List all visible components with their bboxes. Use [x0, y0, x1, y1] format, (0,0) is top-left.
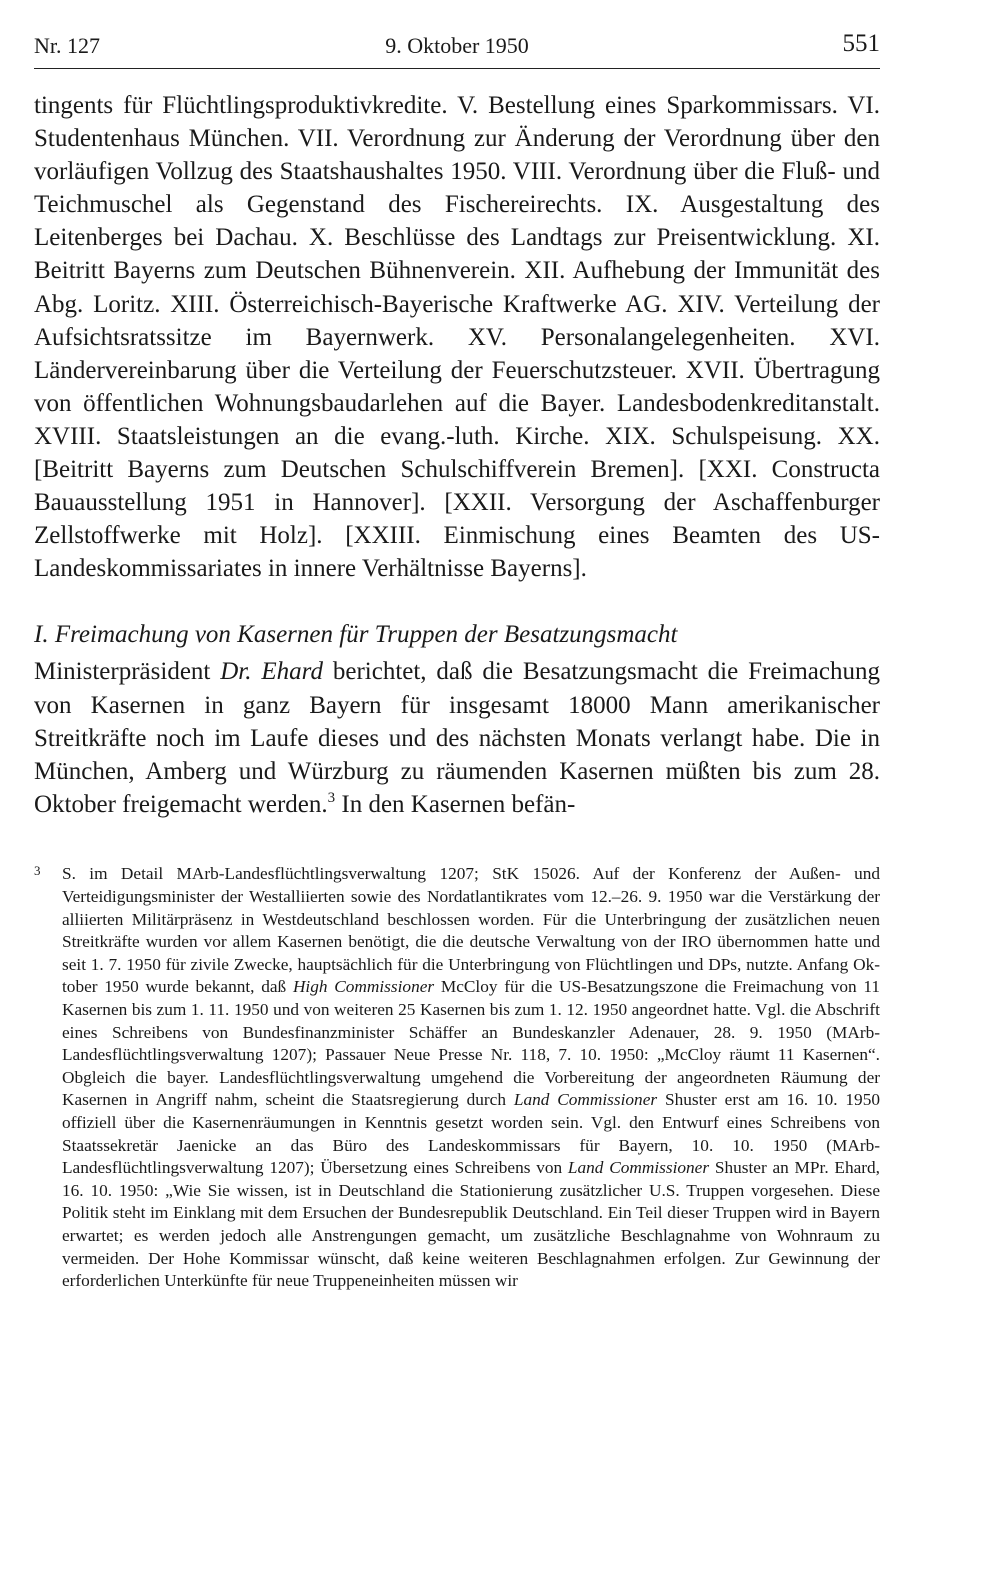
section-text: berichtet, daß die Besatzungsmacht die Freimachung von Kasernen in ganz Bayern für insgesamt 18000 Mann amerikanischer Streitkräfte noch im Laufe dieses und des nächsten Monats verlangt habe. Die in München, Amberg und Würzburg zu räumenden Kasernen müßten bis zum 28. Oktober freigemacht werden.	[34, 658, 880, 819]
footnote-italic-1: High Commissioner	[292, 977, 435, 997]
footnote	[34, 863, 880, 1292]
speaker-name: Dr. Ehard	[220, 658, 323, 686]
footnote-italic-3: Land Commissioner	[567, 1158, 710, 1178]
footnote-text-1: S. im Detail MArb-Landesflüchtlingsverwaltung 1207; StK 15026. Auf der Konferenz der Außen- und Verteidigungsminister der Westalliierten sowie des Nordatlantikrates vom 12.–26. 9. 1950 war die Verstärkung der alliierten Militärpräsenz in Westdeutschland beschlossen worden. Für die Unterbringung der zusätzlichen neuen Streitkräfte wurden vor allem Kasernen benötigt, die die deutsche Verwaltung von der IRO übernommen hatte und seit 1. 7. 1950 für zivile Zwecke, hauptsächlich für die Unterbringung von Flüchtlingen und DPs, nutzte. Anfang Oktober 1950 wurde bekannt, daß	[62, 864, 880, 997]
footnote-text-2: McCloy für die US-Besatzungszone die Freimachung von 11 Kasernen bis zum 1. 11. 1950 und von weiteren 25 Kasernen bis zum 1. 12. 1950 angeordnet hatte. Vgl. die Abschrift eines Schreibens von Bundesfinanzminister Schäffer an Bundeskanzler Adenauer, 28. 9. 1950 (MArb-Landesflüchtlingsverwaltung 1207); Passauer Neue Presse Nr. 118, 7. 10. 1950: „McCloy räumt 11 Kasernen“. Obgleich die bayer. Landesflüchtlingsverwaltung umgehend die Vorbereitung der angeordneten Räumung der Kasernen in Angriff nahm, scheint die Staatsregierung durch	[62, 977, 880, 1110]
section-heading: I. Freimachung von Kasernen für Truppen der Besatzungsmacht	[34, 621, 678, 649]
issue-number: Nr. 127	[34, 33, 100, 58]
header-rule	[34, 68, 880, 69]
footnote-reference[interactable]: 3	[327, 790, 336, 807]
header-date: 9. Oktober 1950	[385, 33, 529, 58]
footnote-text-3: Shuster erst am 16. 10. 1950 offiziell über die Kasernenräumungen in Kenntnis gesetzt worden sein. Vgl. den Entwurf eines Schreibens von Staatssekretär Jaenicke an das Büro des Landeskommissars für Bayern, 10. 10. 1950 (MArb-Landesflüchtlingsverwaltung 1207); Übersetzung eines Schreibens von	[62, 1090, 880, 1178]
agenda-paragraph: tingents für Flüchtlingsproduktivkredite. V. Bestellung eines Sparkommissars. VI. Studentenhaus München. VII. Verordnung zur Änderung der Verordnung über den vorläufigen Vollzug des Staatshaushaltes 1950. VIII. Verordnung über die Fluß- und Teichmuschel als Gegenstand des Fischereirechts. IX. Ausgestaltung des Leitenberges bei Dachau. X. Beschlüsse des Landtags zur Preisentwicklung. XI. Beitritt Bayerns zum Deutschen Bühnenverein. XII. Aufhebung der Immunität des Abg. Loritz. XIII. Österreichisch-Bayerische Kraftwerke AG. XIV. Verteilung der Aufsichtsratssitze im Bayernwerk. XV. Personalangelegenheiten. XVI. Ländervereinbarung über die Verteilung der Feuerschutzsteuer. XVII. Übertragung von öffentlichen Wohnungsbaudarlehen auf die Bayer. Landesbodenkreditanstalt. XVIII. Staatsleistungen an die evang.-luth. Kirche. XIX. Schulspeisung. XX. [Beitritt Bayerns zum Deutschen Schulschiffverein Bremen]. [XXI. Constructa Bauausstellung 1951 in Hannover]. [XXII. Versorgung der Aschaffenburger Zellstoffwerke mit Holz]. [XXIII. Einmischung eines Beamten des US-Landeskommissariates in innere Verhältnisse Bayerns].	[34, 92, 880, 583]
section-text-continued: In den Kasernen befän-	[335, 791, 576, 819]
agenda-list	[34, 89, 880, 585]
footnote-italic-2: Land Commissioner	[513, 1090, 658, 1110]
running-head	[34, 30, 880, 62]
section-paragraph	[34, 655, 880, 821]
speaker-title: Ministerpräsident	[34, 658, 221, 686]
footnote-number: 3	[34, 863, 41, 879]
footnote-text-4: Shuster an MPr. Ehard, 16. 10. 1950: „Wie Sie wissen, ist in Deutschland die Stationierung zusätzlicher U.S. Truppen vorgesehen. Diese Politik steht im Einklang mit dem Ersuchen der Bundesrepublik Deutschland. Ein Teil dieser Truppen wird in Bayern erwartet; es werden jedoch alle Anstrengungen gemacht, um zusätzliche Beschlagnahme von Wohnraum zu vermeiden. Der Hohe Kommissar wünscht, daß keine weiteren Beschlagnahmen erfolgen. Zur Gewinnung der erforderlichen Unterkünfte für neue Truppeneinheiten müssen wir	[62, 1158, 880, 1291]
page-number: 551	[842, 30, 880, 57]
page-content	[34, 30, 880, 1293]
